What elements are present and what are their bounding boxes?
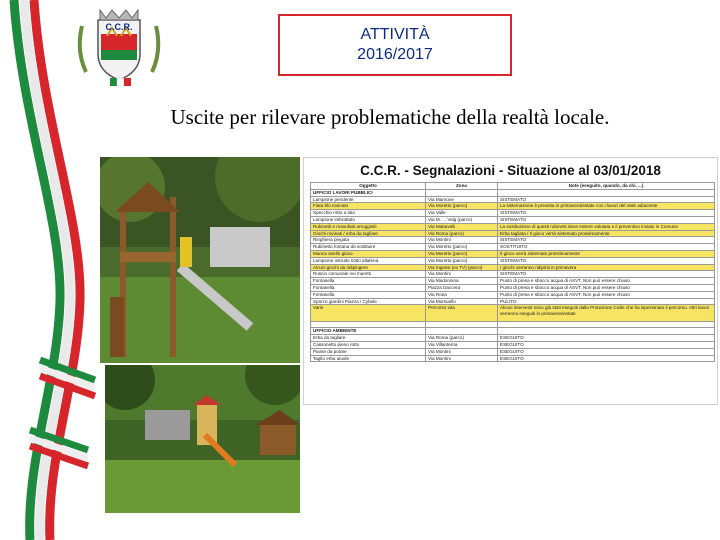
table-row [311, 298, 715, 305]
report-sheet [303, 157, 718, 405]
cell-oggetto: UFFICIO LAVORI PUBBLICI [311, 189, 426, 196]
cell-zona: Via Moretto (parco) [426, 203, 498, 210]
table-row [311, 335, 715, 342]
cell-note: SISTEMATO [498, 196, 715, 203]
table-row [311, 223, 715, 230]
cell-oggetto: Erba da tagliare [311, 335, 426, 342]
table-row [311, 257, 715, 264]
table-row [311, 264, 715, 271]
cell-note: Alcuni interventi sono già stati eseguiti dalla Protezione Civile che ha ispezionato il percorso. Altri lavori verranno eseguiti in primavera/estate [498, 305, 715, 322]
cell-zona: Via Ingessi (ex TV) (parco) [426, 264, 498, 271]
table-row [311, 230, 715, 237]
title-line-1: ATTIVITÀ [360, 26, 430, 43]
report-title: C.C.R. - Segnalazioni - Situazione al 03/01/2018 [360, 162, 661, 178]
cell-note: PULITO [498, 298, 715, 305]
table-row [311, 244, 715, 251]
cell-zona [426, 328, 498, 335]
cell-note: Punto di presa e sbocco acqua di ASVT, Non può essere chiuso [498, 278, 715, 285]
table-row [311, 341, 715, 348]
cell-oggetto: Manca anello gioco [311, 250, 426, 257]
cell-zona: Piazza Daccera [426, 284, 498, 291]
title-line-2: 2016/2017 [357, 46, 433, 63]
table-row [311, 196, 715, 203]
cell-note: La sostituzione di questi rubinetti deve essere valutata e il preventivo inviato in Comune [498, 223, 715, 230]
cell-oggetto: Fontanella [311, 278, 426, 285]
cell-note [498, 189, 715, 196]
cell-zona: Via Montini [426, 348, 498, 355]
cell-zona: Via M. ... Volg (parco) [426, 216, 498, 223]
playground-photo-2 [105, 365, 300, 513]
cell-zona: Via Valle [426, 210, 498, 217]
crest-logo [74, 6, 164, 88]
cell-oggetto: Varie [311, 305, 426, 322]
table-row [311, 250, 715, 257]
cell-oggetto: Rubinetti e manufatti arrugginiti [311, 223, 426, 230]
cell-zona: Via Madonnina [426, 278, 498, 285]
cell-oggetto: Fiata blù rovinato [311, 203, 426, 210]
cell-note: ESEGUITO [498, 348, 715, 355]
cell-zona: Via Morsuello [426, 298, 498, 305]
table-row [311, 284, 715, 291]
cell-oggetto: Alcuni giochi da ridipingere [311, 264, 426, 271]
table-row [311, 271, 715, 278]
cell-oggetto: Ringhiera piegata [311, 237, 426, 244]
cell-zona: Via Marnone [426, 196, 498, 203]
cell-oggetto: Rubinetto fontana da sostituire [311, 244, 426, 251]
cell-note: SOSTITUITO [498, 244, 715, 251]
cell-note: ESEGUITO [498, 341, 715, 348]
title-box [278, 14, 512, 76]
cell-zona [426, 189, 498, 196]
cell-zona: Via Montini [426, 271, 498, 278]
cell-note [498, 328, 715, 335]
cell-zona: Via Roma (parco) [426, 335, 498, 342]
cell-oggetto: Lampione ostruito sotto altalena [311, 257, 426, 264]
cell-oggetto: Fontanella [311, 284, 426, 291]
cell-note: SISTEMATO [498, 271, 715, 278]
cell-note: SISTEMATO [498, 210, 715, 217]
cell-zona: Via Montini [426, 355, 498, 362]
cell-note: Il gioco verrà sistemato prossimamente [498, 250, 715, 257]
table-row [311, 348, 715, 355]
table-row [311, 305, 715, 322]
cell-oggetto: Ruscio comunale nei muretti [311, 271, 426, 278]
cell-zona: Via Mattavelli [426, 223, 498, 230]
column-header: Zona [426, 183, 498, 190]
cell-oggetto: Lampione pendente [311, 196, 426, 203]
cell-note: Punto di presa e sbocco acqua di ASVT, Non può essere chiuso [498, 284, 715, 291]
cell-oggetto: UFFICIO AMBIENTE [311, 328, 426, 335]
cell-zona: Via Villanterna [426, 341, 498, 348]
cell-oggetto: Sporco giardini Piazza / Cybele [311, 298, 426, 305]
cell-oggetto: Piante da potare [311, 348, 426, 355]
cell-note: SISTEMATO [498, 237, 715, 244]
table-row [311, 237, 715, 244]
cell-note: SISTEMATO [498, 216, 715, 223]
slide-subtitle: Uscite per rilevare problematiche della realtà locale. [170, 105, 610, 129]
cell-note: I giochi verranno ridipinti in primavera [498, 264, 715, 271]
cell-note: Punto di presa e sbocco acqua di ASVT, Non può essere chiuso [498, 291, 715, 298]
table-row [311, 355, 715, 362]
cell-oggetto: Giochi rovinati / erba da tagliare [311, 230, 426, 237]
cell-zona: Via Montini [426, 237, 498, 244]
cell-oggetto: Taglio erba aiuole [311, 355, 426, 362]
crest-logo-text: C.C.R. [105, 22, 133, 32]
cell-note: ESEGUITO [498, 335, 715, 342]
cell-zona: Via Moretto (parco) [426, 244, 498, 251]
cell-note: Erba tagliata / Il gioco verrà sistemato prossimamente [498, 230, 715, 237]
cell-note: SISTEMATO [498, 257, 715, 264]
cell-zona: Percorso vita [426, 305, 498, 322]
table-row [311, 210, 715, 217]
column-header: Oggetto [311, 183, 426, 190]
table-row [311, 328, 715, 335]
table-row [311, 278, 715, 285]
cell-note: La sistemazione è prevista in primavera/estate con i lavori del viale adiacente [498, 203, 715, 210]
report-body [311, 189, 715, 362]
cell-oggetto: Cassonetto pieno rotto [311, 341, 426, 348]
report-table [310, 182, 715, 362]
cell-zona: Via Moretto (parco) [426, 250, 498, 257]
cell-zona: Via Roma (parco) [426, 230, 498, 237]
column-header: Note (eseguito, quando, da chi, ...) [498, 183, 715, 190]
table-row [311, 203, 715, 210]
cell-zona: Via Moretto (parco) [426, 257, 498, 264]
cell-zona: Via Roea [426, 291, 498, 298]
cell-oggetto: Fontanella [311, 291, 426, 298]
playground-photo-1 [100, 157, 300, 363]
cell-note: ESEGUITO [498, 355, 715, 362]
table-row [311, 291, 715, 298]
report-header-row [311, 183, 715, 190]
table-row [311, 189, 715, 196]
cell-oggetto: Specchio rotto a lato [311, 210, 426, 217]
cell-oggetto: Lampione imbrattato [311, 216, 426, 223]
table-row [311, 216, 715, 223]
